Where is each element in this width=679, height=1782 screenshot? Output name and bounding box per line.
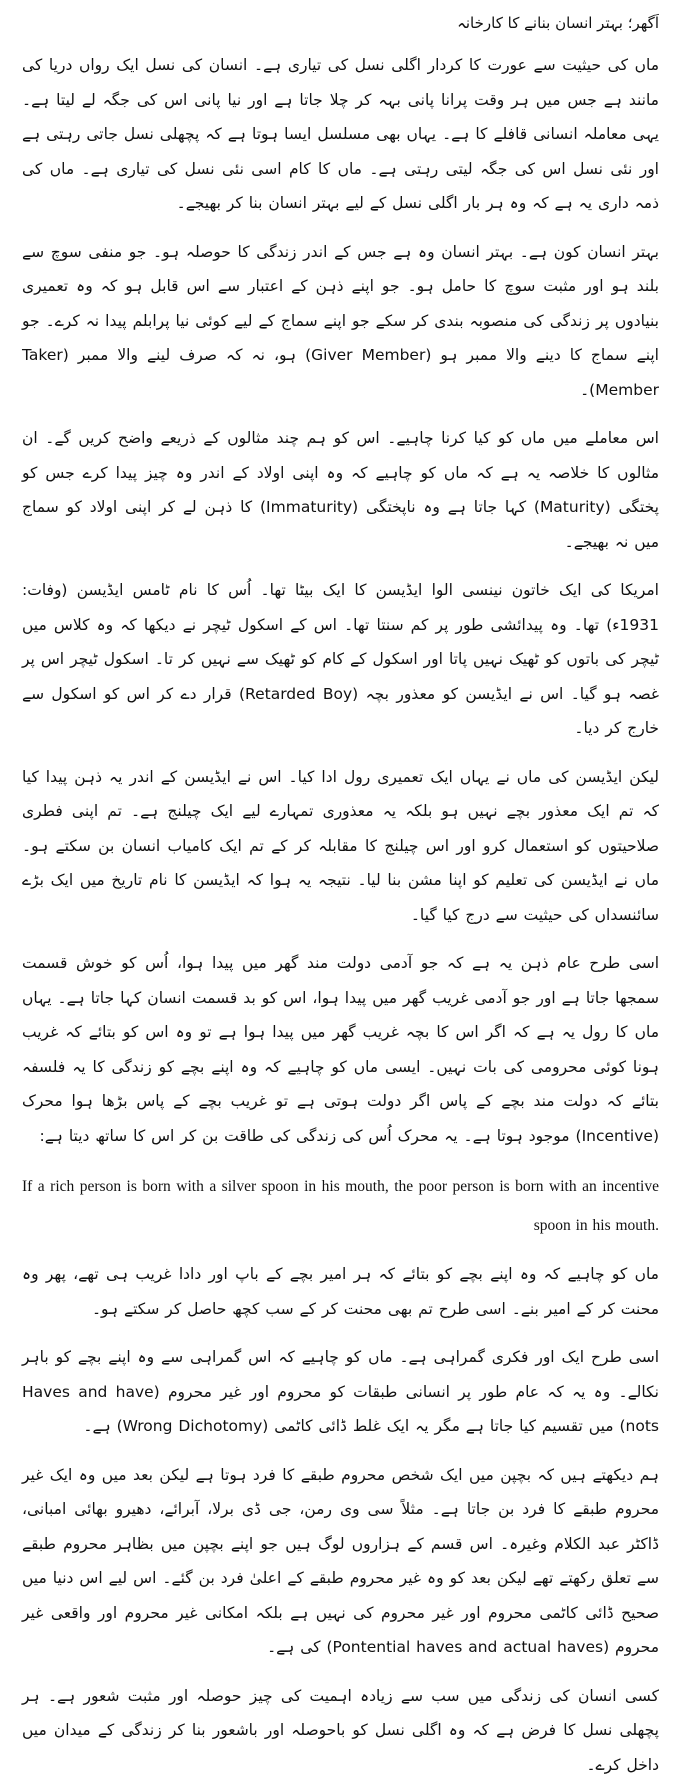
paragraph-maturity: اس معاملے میں ماں کو کیا کرنا چاہیے۔ اس کو ہم چند مثالوں کے ذریعے واضح کریں گے۔ ان مثالوں کا خلاصہ یہ ہے کہ ماں کو چاہیے کہ وہ اپنی اولاد کے اندر وہ چیز پیدا کرے جس کو پختگی (Maturity) کہا جاتا ہے وہ ناپختگی (Immaturity) کا ذہن لے کر اپنی اولاد کو سماج میں نہ بھیجے۔ <box>22 421 659 559</box>
paragraph-incentive: اسی طرح عام ذہن یہ ہے کہ جو آدمی دولت مند گھر میں پیدا ہوا، اُس کو خوش قسمت سمجھا جاتا ہے اور جو آدمی غریب گھر میں پیدا ہوا، اس کو بد قسمت انسان کہا جاتا ہے۔ یہاں ماں کا رول یہ ہے کہ اگر اس کا بچہ غریب گھر میں پیدا ہوا ہے تو وہ اس کو بتائے کہ غریب ہونا کوئی محرومی کی بات نہیں۔ ایسی ماں کو چاہیے کہ وہ اپنے بچے کو زندگی کا یہ فلسفہ بتائے کہ دولت مند بچے کے پاس اگر دولت ہوتی ہے تو غریب بچے کے پاس بڑھا ہوا محرک (Incentive) موجود ہوتا ہے۔ یہ محرک اُس کی زندگی کی طاقت بن کر اس کا ساتھ دیتا ہے: <box>22 946 659 1153</box>
english-quote: If a rich person is born with a silver spoon in his mouth, the poor person is born with an incentive spoon in his mouth. <box>22 1167 659 1245</box>
paragraph-edison-school: امریکا کی ایک خاتون نینسی الوا ایڈیسن کا ایک بیٹا تھا۔ اُس کا نام ٹامس ایڈیسن (وفات: 1931ء) تھا۔ وہ پیدائشی طور پر کم سنتا تھا۔ اس کے اسکول ٹیچر نے دیکھا کہ وہ کلاس میں ٹیچر کی باتوں کو ٹھیک نہیں پاتا اور اسکول کے کام کو ٹھیک سے نہیں کر تا۔ اسکول ٹیچر اس پر غصہ ہو گیا۔ اس نے ایڈیسن کو معذور بچہ (Retarded Boy) قرار دے کر اس کو اسکول سے خارج کر دیا۔ <box>22 573 659 746</box>
paragraph-examples: ہم دیکھتے ہیں کہ بچپن میں ایک شخص محروم طبقے کا فرد ہوتا ہے لیکن بعد میں وہ ایک غیر محروم طبقے کا فرد بن جاتا ہے۔ مثلاً سی وی رمن، جی ڈی برلا، آبرائے، دھیرو بھائی امبانی، ڈاکٹر عبد الکلام وغیرہ۔ اس قسم کے ہزاروں لوگ ہیں جو اپنے بچپن میں بظاہر محروم طبقے سے تعلق رکھتے تھے لیکن بعد کو وہ غیر محروم طبقے کے اعلیٰ فرد بن گئے۔ اس لیے اس دنیا میں صحیح ڈائی کاٹمی محروم اور غیر محروم کی نہیں ہے بلکہ امکانی غیر محروم اور واقعی غیر محروم (Pontential haves and actual haves) کی ہے۔ <box>22 1458 659 1665</box>
paragraph-edison-mother: لیکن ایڈیسن کی ماں نے یہاں ایک تعمیری رول ادا کیا۔ اس نے ایڈیسن کے اندر یہ ذہن پیدا کیا کہ تم ایک معذور بچے نہیں ہو بلکہ یہ معذوری تمہارے لیے ایک چیلنج ہے۔ تم اپنی فطری صلاحیتوں کو استعمال کرو اور اس چیلنج کا مقابلہ کر کے تم ایک کامیاب انسان بن سکتے ہو۔ ماں نے ایڈیسن کی تعلیم کو اپنا مشن بنا لیا۔ نتیجہ یہ ہوا کہ ایڈیسن کا نام تاریخ میں ایک بڑے سائنسداں کی حیثیت سے درج کیا گیا۔ <box>22 760 659 933</box>
paragraph-dichotomy: اسی طرح ایک اور فکری گمراہی ہے۔ ماں کو چاہیے کہ اس گمراہی سے وہ اپنے بچے کو باہر نکالے۔ وہ یہ کہ عام طور پر انسانی طبقات کو محروم اور غیر محروم (Haves and have nots) میں تقسیم کیا جاتا ہے مگر یہ ایک غلط ڈائی کاٹمی (Wrong Dichotomy) ہے۔ <box>22 1340 659 1444</box>
paragraph-better-human: بہتر انسان کون ہے۔ بہتر انسان وہ ہے جس کے اندر زندگی کا حوصلہ ہو۔ جو منفی سوچ سے بلند ہو اور مثبت سوچ کا حامل ہو۔ جو اپنے ذہن کے اعتبار سے اس قابل ہو کہ وہ تعمیری بنیادوں پر زندگی کی منصوبہ بندی کر سکے جو اپنے سماج کے لیے کوئی نیا پرابلم پیدا نہ کرے۔ جو اپنے سماج کا دینے والا ممبر ہو (Giver Member) ہو، نہ کہ صرف لینے والا ممبر (Taker Member)۔ <box>22 235 659 408</box>
paragraph-mother-role: ماں کی حیثیت سے عورت کا کردار اگلی نسل کی تیاری ہے۔ انسان کی نسل ایک رواں دریا کی مانند ہے جس میں ہر وقت پرانا پانی بہہ کر چلا جاتا ہے اور نیا پانی اس کی جگہ لے لیتا ہے۔ یہی معاملہ انسانی قافلے کا ہے۔ یہاں بھی مسلسل ایسا ہوتا ہے کہ پچھلی نسل جاتی رہتی ہے اور نئی نسل اس کی جگہ لیتی رہتی ہے۔ ماں کا کام اسی نئی نسل کی تیاری ہے۔ ماں کی ذمہ داری یہ ہے کہ وہ ہر بار اگلی نسل کے لیے بہتر انسان بنا کر بھیجے۔ <box>22 48 659 221</box>
paragraph-conclusion: کسی انسان کی زندگی میں سب سے زیادہ اہمیت کی چیز حوصلہ اور مثبت شعور ہے۔ ہر پچھلی نسل کا فرض ہے کہ وہ اگلی نسل کو باحوصلہ اور باشعور بنا کر زندگی کے میدان میں داخل کرے۔ <box>22 1679 659 1782</box>
paragraph-hard-work: ماں کو چاہیے کہ وہ اپنے بچے کو بتائے کہ ہر امیر بچے کے باپ اور دادا غریب ہی تھے، پھر وہ محنت کر کے امیر بنے۔ اسی طرح تم بھی محنت کر کے سب کچھ حاصل کر سکتے ہو۔ <box>22 1257 659 1326</box>
article-title: اَگھر؛ بہتر انسان بنانے کا کارخانہ <box>22 8 659 38</box>
